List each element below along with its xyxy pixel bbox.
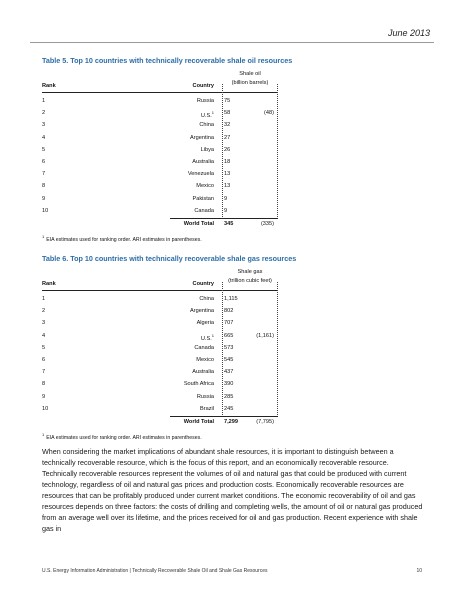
footnote-text: EIA estimates used for ranking order. ARI estimates in parentheses. <box>46 434 202 441</box>
table-row <box>42 132 278 144</box>
value-cell: 1,115 <box>224 296 238 302</box>
table5 <box>42 70 278 243</box>
column-divider <box>222 84 223 217</box>
rank-cell: 10 <box>42 207 49 214</box>
table-row <box>42 95 278 107</box>
value-cell: 437 <box>224 369 234 376</box>
country-name: China <box>199 296 214 302</box>
rank-cell: 9 <box>42 393 46 400</box>
value-cell: 32 <box>224 122 231 129</box>
value-cell: 707 <box>224 320 234 327</box>
value-cell: 9 <box>224 195 228 202</box>
rank-cell: 3 <box>42 320 46 327</box>
rank-cell: 8 <box>42 381 46 388</box>
rank-cell: 1 <box>42 98 46 104</box>
rank-cell: 7 <box>42 171 46 178</box>
rank-cell: 5 <box>42 146 46 153</box>
value-cell: 13 <box>224 171 231 178</box>
country-cell <box>197 391 214 403</box>
country-name: South Africa <box>183 381 214 388</box>
total-value: 7,299 <box>224 419 238 425</box>
rank-cell: 7 <box>42 369 46 376</box>
ari-estimate-cell: (48) <box>264 110 274 117</box>
value-cell: 245 <box>224 405 234 412</box>
country-name: Mexico <box>196 183 214 190</box>
total-ari-estimate: (7,795) <box>256 419 274 425</box>
total-label: World Total <box>183 221 214 227</box>
country-name: China <box>199 122 214 129</box>
column-divider <box>277 84 278 217</box>
country-cell <box>184 378 214 390</box>
country-cell <box>190 305 214 317</box>
footnote-marker: 1 <box>42 432 45 437</box>
country-name: Australia <box>192 159 214 165</box>
body-paragraph: When considering the market implications of abundant shale resources, it is important to distinguish between a technically recoverable resource, which is the focus of this report, and an economically recoverable resource. Technically recoverable resources represent the volumes of oil and natural gas that could be produced with current technology, regardless of oil and natural gas prices and production costs. Economically recoverable resources are resources that can be profitably produced under current market conditions. The economic recoverability of oil and gas resources depends on three factors: the costs of drilling and completing wells, the amount of oil or natural gas produced from an average well over its lifetime, and the prices received for oil and gas production. Recent experience with shale gas in <box>42 447 423 533</box>
unit-header-line2: (billion barrels) <box>231 80 269 86</box>
rank-cell: 6 <box>42 357 46 363</box>
table-row <box>42 354 278 366</box>
rank-cell: 2 <box>42 308 46 315</box>
value-cell: 390 <box>224 381 234 388</box>
country-name: Argentina <box>190 308 214 315</box>
country-name: U.S. <box>200 113 212 120</box>
country-cell <box>192 366 214 378</box>
header-divider <box>30 42 434 43</box>
total-label: World Total <box>183 419 214 425</box>
country-cell <box>192 156 214 168</box>
value-cell: 26 <box>224 146 231 153</box>
value-cell: 285 <box>224 393 234 400</box>
total-row <box>42 218 278 230</box>
country-cell <box>194 205 214 217</box>
rank-column-header: Rank <box>42 83 56 89</box>
unit-header-line1: Shale gas <box>237 269 263 275</box>
table-row <box>42 180 278 192</box>
country-name: Argentina <box>190 134 214 141</box>
table-row <box>42 293 278 305</box>
page-number: 10 <box>416 568 422 574</box>
table-row <box>42 107 278 119</box>
table-row <box>42 403 278 415</box>
table6-title: Table 6. Top 10 countries with technically recoverable shale gas resources <box>42 254 297 263</box>
value-cell: 18 <box>224 159 231 165</box>
table-row <box>42 193 278 205</box>
country-cell <box>197 317 214 329</box>
footer-text: U.S. Energy Information Administration | Technically Recoverable Shale Oil and Shale Gas Resources <box>42 568 268 574</box>
header-rule <box>42 290 278 291</box>
country-name: Libya <box>200 146 214 153</box>
country-name: Australia <box>192 369 214 376</box>
value-cell: 58 <box>224 110 231 117</box>
table-row <box>42 317 278 329</box>
country-cell <box>194 342 214 354</box>
table-row <box>42 378 278 390</box>
table-footnote <box>42 432 202 441</box>
footnote-text: EIA estimates used for ranking order. ARI estimates in parentheses. <box>46 236 202 243</box>
country-name: Brazil <box>200 405 214 412</box>
table-row <box>42 156 278 168</box>
rank-cell: 6 <box>42 159 46 165</box>
table5-title: Table 5. Top 10 countries with technically recoverable shale oil resources <box>42 56 293 65</box>
country-cell <box>190 132 214 144</box>
footnote-marker: 1 <box>42 234 45 239</box>
rank-cell: 4 <box>42 134 46 141</box>
table-row <box>42 144 278 156</box>
rank-cell: 4 <box>42 332 46 339</box>
value-cell: 802 <box>224 308 234 315</box>
total-value: 345 <box>224 221 234 227</box>
table6 <box>42 268 278 441</box>
country-name: U.S. <box>200 335 212 342</box>
country-cell <box>196 180 214 192</box>
country-name: Venezuela <box>187 171 214 178</box>
rank-cell: 9 <box>42 195 46 202</box>
value-cell: 9 <box>224 207 228 214</box>
rank-cell: 3 <box>42 122 46 129</box>
country-cell <box>196 354 214 366</box>
rank-cell: 1 <box>42 296 46 302</box>
value-cell: 573 <box>224 344 234 351</box>
rank-cell: 2 <box>42 110 46 117</box>
footnote-marker: 1 <box>211 332 214 338</box>
country-name: Algeria <box>196 320 214 327</box>
table-row <box>42 342 278 354</box>
rank-cell: 10 <box>42 405 49 412</box>
total-ari-estimate: (335) <box>260 221 274 227</box>
country-cell <box>193 193 214 205</box>
country-name: Russia <box>196 98 214 104</box>
country-cell <box>200 403 214 415</box>
country-name: Canada <box>194 207 214 214</box>
rank-cell: 8 <box>42 183 46 190</box>
table-row <box>42 366 278 378</box>
value-cell: 545 <box>224 357 234 363</box>
value-cell: 75 <box>224 98 231 104</box>
header-date: June 2013 <box>387 28 430 38</box>
table-footnote <box>42 234 202 243</box>
table-row <box>42 205 278 217</box>
country-cell <box>201 144 214 156</box>
table-row <box>42 305 278 317</box>
country-name: Canada <box>194 344 214 351</box>
country-cell <box>199 293 214 305</box>
unit-header-line1: Shale oil <box>239 71 261 77</box>
country-cell <box>188 168 214 180</box>
ari-estimate-cell: (1,161) <box>256 332 274 339</box>
unit-header-line2: (trillion cubic feet) <box>228 278 272 284</box>
table-row <box>42 168 278 180</box>
country-name: Pakistan <box>192 195 214 202</box>
table-row <box>42 391 278 403</box>
table-row <box>42 330 278 342</box>
country-column-header: Country <box>192 83 214 89</box>
country-cell <box>197 95 214 107</box>
country-name: Mexico <box>196 357 214 363</box>
value-cell: 665 <box>224 332 234 339</box>
country-column-header: Country <box>192 281 214 287</box>
column-divider <box>277 282 278 415</box>
column-divider <box>222 282 223 415</box>
rank-cell: 5 <box>42 344 46 351</box>
value-cell: 27 <box>224 134 231 141</box>
value-cell: 13 <box>224 183 231 190</box>
footnote-marker: 1 <box>211 110 214 116</box>
country-name: Russia <box>196 393 214 400</box>
country-cell <box>199 119 214 131</box>
table-row <box>42 119 278 131</box>
header-rule <box>42 92 278 93</box>
total-row <box>42 416 278 428</box>
rank-column-header: Rank <box>42 281 56 287</box>
